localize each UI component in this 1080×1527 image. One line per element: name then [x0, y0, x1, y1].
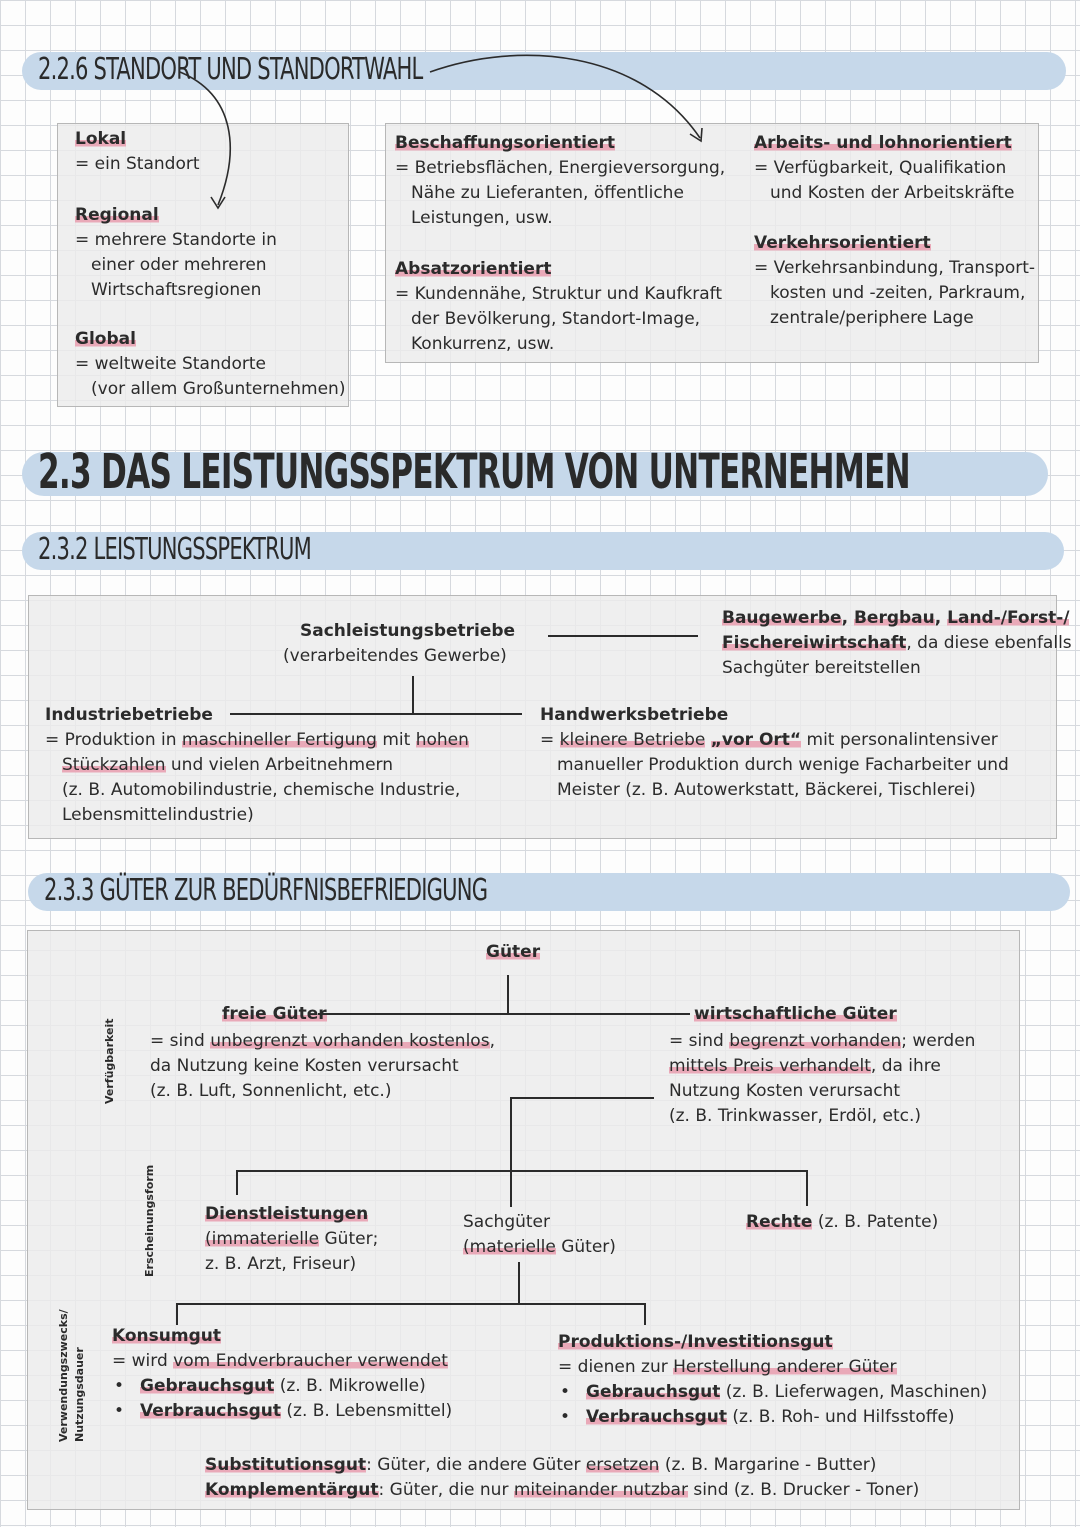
- handwerk-part: =: [540, 730, 560, 750]
- frei-part: unbegrenzt vorhanden kostenlos: [210, 1031, 490, 1051]
- industrie-text: Lebensmittelindustrie): [62, 805, 254, 825]
- connector-line: [176, 1303, 178, 1325]
- frei-text: [150, 1029, 495, 1054]
- bau-text: ,: [934, 608, 948, 628]
- verkehr-text: kosten und -zeiten, Parkraum,: [770, 283, 1026, 303]
- arbeit-text: und Kosten der Arbeitskräfte: [770, 183, 1015, 203]
- sachgueter-text: [463, 1235, 616, 1260]
- absatz-text: Konkurrenz, usw.: [411, 334, 555, 354]
- axis-label-verfuegbarkeit: Verfügbarkeit: [103, 1018, 116, 1104]
- lokal-heading: [75, 127, 126, 152]
- frei-part: = sind: [150, 1031, 211, 1051]
- bau-line1: [722, 606, 1069, 631]
- wirt-text: Nutzung Kosten verursacht: [669, 1081, 901, 1101]
- section-title: 2.3.3 GÜTER ZUR BEDÜRFNISBEFRIEDIGUNG: [44, 873, 488, 908]
- komplement-text: [205, 1478, 919, 1503]
- sach-heading: [300, 619, 515, 644]
- list-term: Verbrauchsgut: [586, 1407, 727, 1427]
- handwerk-part: „vor Ort“: [710, 730, 802, 750]
- handwerk-text: Meister (z. B. Autowerkstatt, Bäckerei, Tischlerei): [557, 780, 976, 800]
- rechte-part: (z. B. Patente): [812, 1212, 939, 1232]
- beschaffung-heading: [395, 131, 615, 156]
- regional-text: Wirtschaftsregionen: [91, 280, 262, 300]
- axis-label-erscheinungsform: Erscheinungsform: [143, 1164, 156, 1277]
- connector-line: [236, 1170, 808, 1172]
- global-label: Global: [75, 329, 136, 349]
- dienst-heading: [205, 1202, 368, 1227]
- absatz-label: Absatzorientiert: [395, 259, 552, 279]
- bau-text: Baugewerbe: [722, 608, 842, 628]
- lokal-label: Lokal: [75, 129, 127, 149]
- regional-text: = mehrere Standorte in: [75, 230, 277, 250]
- connector-line: [230, 713, 522, 715]
- prod-list: [560, 1380, 987, 1430]
- konsum-part: = wird: [112, 1351, 174, 1371]
- konsum-part: vom Endverbraucher verwendet: [173, 1351, 448, 1371]
- substitution-text: [205, 1453, 876, 1478]
- list-text: (z. B. Lebensmittel): [281, 1401, 453, 1421]
- list-term: Gebrauchsgut: [140, 1376, 275, 1396]
- dienst-part: Güter;: [319, 1229, 379, 1249]
- verkehr-label: Verkehrsorientiert: [754, 233, 931, 253]
- regional-label: Regional: [75, 205, 159, 225]
- connector-line: [507, 975, 509, 1013]
- beschaffung-label: Beschaffungsorientiert: [395, 133, 616, 153]
- connector-line: [510, 1097, 512, 1207]
- connector-line: [412, 676, 414, 714]
- list-text: (z. B. Mikrowelle): [274, 1376, 426, 1396]
- dienst-part: (immaterielle: [205, 1229, 320, 1249]
- sach-text: (verarbeitendes Gewerbe): [283, 646, 507, 666]
- connector-line: [236, 1170, 238, 1195]
- global-text: = weltweite Standorte: [75, 354, 266, 374]
- gueter-heading: [486, 940, 540, 965]
- list-term: Gebrauchsgut: [586, 1382, 721, 1402]
- dienst-text: z. B. Arzt, Friseur): [205, 1254, 357, 1274]
- regional-text: einer oder mehreren: [91, 255, 267, 275]
- list-text: (z. B. Lieferwagen, Maschinen): [720, 1382, 988, 1402]
- komplement-part: : Güter, die nur: [378, 1480, 514, 1500]
- industrie-part: = Produktion in: [45, 730, 182, 750]
- gueter-label: Güter: [486, 942, 541, 962]
- axis-label-verwendung: Verwendungszwecks/: [57, 1309, 70, 1442]
- industrie-text: [45, 728, 469, 753]
- handwerk-part: kleinere Betriebe: [559, 730, 706, 750]
- arbeit-label: Arbeits- und lohnorientiert: [754, 133, 1012, 153]
- dienst-text: [205, 1227, 378, 1252]
- connector-line: [518, 1262, 520, 1304]
- wirt-part: begrenzt vorhanden: [729, 1031, 902, 1051]
- rechte-label: Rechte: [746, 1212, 813, 1232]
- prod-label: Produktions-/Investitionsgut: [558, 1332, 833, 1352]
- beschaffung-text: Nähe zu Lieferanten, öffentliche: [411, 183, 684, 203]
- komplement-term: Komplementärgut: [205, 1480, 379, 1500]
- rechte-text: [746, 1210, 938, 1235]
- list-item: [114, 1399, 452, 1424]
- list-term: Verbrauchsgut: [140, 1401, 281, 1421]
- list-item: [114, 1374, 452, 1399]
- komplement-part: miteinander nutzbar: [513, 1480, 688, 1500]
- handwerk-text: [540, 728, 998, 753]
- konsum-list: [114, 1374, 452, 1424]
- sachgueter-part: (materielle: [463, 1237, 556, 1257]
- industrie-text: (z. B. Automobilindustrie, chemische Industrie,: [62, 780, 461, 800]
- substitution-part: : Güter, die andere Güter: [366, 1455, 586, 1475]
- prod-part: Herstellung anderer Güter: [673, 1357, 897, 1377]
- axis-label-nutzungsdauer: Nutzungsdauer: [73, 1347, 86, 1442]
- list-item: [560, 1405, 987, 1430]
- wirt-part: ; werden: [901, 1031, 976, 1051]
- wirt-label: wirtschaftliche Güter: [694, 1004, 897, 1024]
- wirt-part: mittels Preis verhandelt: [669, 1056, 871, 1076]
- global-heading: [75, 327, 136, 352]
- bau-text: Sachgüter bereitstellen: [722, 658, 921, 678]
- connector-line: [548, 635, 698, 637]
- absatz-heading: [395, 257, 551, 282]
- beschaffung-text: = Betriebsflächen, Energieversorgung,: [395, 158, 726, 178]
- handwerk-heading: Handwerksbetriebe: [540, 705, 729, 725]
- wirt-heading: [694, 1002, 897, 1027]
- bau-text: ,: [841, 608, 854, 628]
- substitution-part: ersetzen: [585, 1455, 660, 1475]
- bau-text: Land-/Forst-/: [947, 608, 1070, 628]
- bau-text: Fischereiwirtschaft: [722, 633, 907, 653]
- substitution-term: Substitutionsgut: [205, 1455, 367, 1475]
- beschaffung-text: Leistungen, usw.: [411, 208, 553, 228]
- konsum-label: Konsumgut: [112, 1326, 221, 1346]
- connector-line: [644, 1303, 646, 1325]
- industrie-part: mit: [376, 730, 416, 750]
- prod-heading: [558, 1330, 833, 1355]
- regional-heading: [75, 203, 159, 228]
- chapter-title: 2.3 DAS LEISTUNGSSPEKTRUM VON UNTERNEHMEN: [38, 444, 910, 500]
- bau-text: , da diese ebenfalls: [906, 633, 1072, 653]
- handwerk-part: mit personalintensiver: [801, 730, 998, 750]
- frei-part: ,: [489, 1031, 495, 1051]
- arbeit-text: = Verfügbarkeit, Qualifikation: [754, 158, 1007, 178]
- absatz-text: der Bevölkerung, Standort-Image,: [411, 309, 701, 329]
- industrie-part: Stückzahlen: [62, 755, 166, 775]
- wirt-text: (z. B. Trinkwasser, Erdöl, etc.): [669, 1106, 922, 1126]
- dienst-label: Dienstleistungen: [205, 1204, 369, 1224]
- prod-part: = dienen zur: [558, 1357, 674, 1377]
- list-item: [560, 1380, 987, 1405]
- industrie-part: und vielen Arbeitnehmern: [165, 755, 393, 775]
- list-text: (z. B. Roh- und Hilfsstoffe): [727, 1407, 955, 1427]
- verkehr-text: = Verkehrsanbindung, Transport-: [754, 258, 1036, 278]
- handwerk-part: [705, 730, 710, 750]
- industrie-heading: Industriebetriebe: [45, 705, 213, 725]
- section-title: 2.2.6 STANDORT UND STANDORTWAHL: [38, 52, 423, 87]
- konsum-heading: [112, 1324, 221, 1349]
- lokal-text: = ein Standort: [75, 154, 200, 174]
- handwerk-text: manueller Produktion durch wenige Facharbeiter und: [557, 755, 1009, 775]
- wirt-part: = sind: [669, 1031, 730, 1051]
- frei-text: (z. B. Luft, Sonnenlicht, etc.): [150, 1081, 392, 1101]
- frei-text: da Nutzung keine Kosten verursacht: [150, 1056, 459, 1076]
- sachgueter-part: Güter): [555, 1237, 616, 1257]
- connector-line: [806, 1170, 808, 1206]
- bau-line2: [722, 631, 1072, 656]
- komplement-part: sind (z. B. Drucker - Toner): [687, 1480, 920, 1500]
- frei-label: freie Güter: [222, 1004, 327, 1024]
- sach-label: Sachleistungsbetriebe: [300, 621, 516, 641]
- arbeit-heading: [754, 131, 1012, 156]
- global-text: (vor allem Großunternehmen): [91, 379, 346, 399]
- industrie-part: hohen: [415, 730, 469, 750]
- absatz-text: = Kundennähe, Struktur und Kaufkraft: [395, 284, 723, 304]
- verkehr-text: zentrale/periphere Lage: [770, 308, 974, 328]
- wirt-text: [669, 1029, 975, 1054]
- wirt-text: [669, 1054, 941, 1079]
- industrie-text: [62, 753, 393, 778]
- industrie-part: maschineller Fertigung: [181, 730, 377, 750]
- substitution-part: (z. B. Margarine - Butter): [659, 1455, 877, 1475]
- connector-line: [510, 1097, 654, 1099]
- connector-line: [318, 1013, 690, 1015]
- wirt-part: , da ihre: [870, 1056, 941, 1076]
- verkehr-heading: [754, 231, 931, 256]
- konsum-text: [112, 1349, 448, 1374]
- frei-heading: [222, 1002, 327, 1027]
- connector-line: [176, 1303, 646, 1305]
- prod-text: [558, 1355, 897, 1380]
- sachgueter-heading: Sachgüter: [463, 1212, 551, 1232]
- bau-text: Bergbau: [853, 608, 935, 628]
- section-title: 2.3.2 LEISTUNGSSPEKTRUM: [38, 532, 311, 567]
